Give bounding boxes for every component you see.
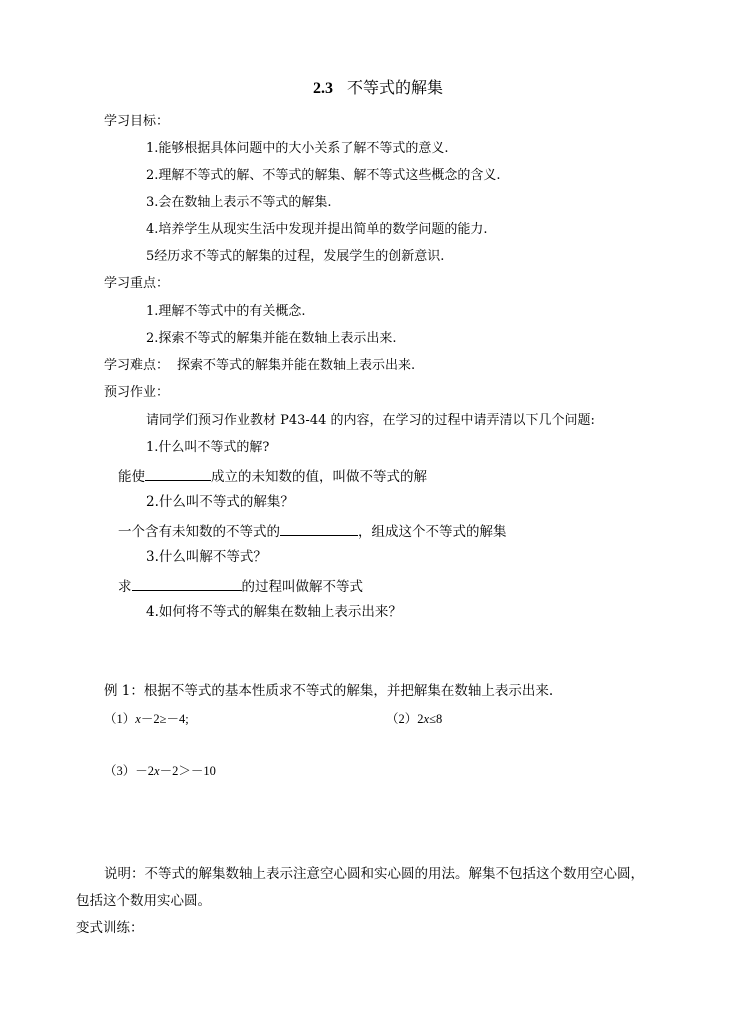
difficulty-text: 探索不等式的解集并能在数轴上表示出来. <box>177 358 416 373</box>
part-2-label: （2） <box>386 712 418 726</box>
key-point-item-1: 1.理解不等式中的有关概念. <box>146 304 306 319</box>
part-3-prefix: －2 <box>135 764 155 778</box>
part-3-variable: x <box>154 764 160 778</box>
variant-training-heading: 变式训练： <box>76 920 144 936</box>
part-1-variable: x <box>135 712 141 726</box>
section-title: 不等式的解集 <box>347 78 444 97</box>
preview-answer-1 <box>118 467 427 485</box>
objective-item-4: 4.培养学生从现实生活中发现并提出简单的数学问题的能力. <box>146 222 488 237</box>
note-line-2: 包括这个数用实心圆。 <box>76 893 211 909</box>
difficulty-heading: 学习难点： <box>104 358 170 373</box>
preview-question-4: 4.如何将不等式的解集在数轴上表示出来？ <box>146 604 402 620</box>
key-point-item-2: 2.探索不等式的解集并能在数轴上表示出来. <box>146 331 397 346</box>
fill-blank-2[interactable] <box>280 522 358 536</box>
part-2-expression: ≤8 <box>429 712 443 726</box>
preview-question-2: 2.什么叫不等式的解集？ <box>146 494 294 510</box>
part-3-expression: －2＞－10 <box>159 764 216 778</box>
section-number: 2.3 <box>313 80 333 97</box>
objectives-heading: 学习目标： <box>104 114 170 129</box>
example-1-part-3 <box>104 763 216 779</box>
answer-1-suffix: 成立的未知数的值，叫做不等式的解 <box>211 469 427 485</box>
answer-3-suffix: 的过程叫做解不等式 <box>241 579 363 595</box>
part-2-coefficient: 2 <box>417 712 424 726</box>
key-points-heading: 学习重点： <box>104 276 170 291</box>
objective-item-2: 2.理解不等式的解、不等式的解集、解不等式这些概念的含义. <box>146 168 501 183</box>
part-3-label: （3） <box>104 764 136 778</box>
preview-question-1: 1.什么叫不等式的解? <box>146 440 270 455</box>
example-1-part-2 <box>386 711 442 727</box>
fill-blank-3[interactable] <box>132 577 242 591</box>
example-1-statement <box>104 683 553 699</box>
example-1-text: 根据不等式的基本性质求不等式的解集，并把解集在数轴上表示出来. <box>143 683 554 699</box>
note-line-1: 说明：不等式的解集数轴上表示注意空心圆和实心圆的用法。解集不包括这个数用空心圆， <box>104 866 644 882</box>
part-1-label: （1） <box>104 712 136 726</box>
preview-answer-2 <box>118 522 507 540</box>
preview-question-3: 3.什么叫解不等式？ <box>146 549 267 565</box>
example-1-label: 例 1： <box>104 683 144 699</box>
answer-2-suffix: ，组成这个不等式的解集 <box>358 524 507 540</box>
part-2-variable: x <box>423 712 430 726</box>
example-1-part-1 <box>104 711 189 727</box>
preview-answer-3 <box>118 577 363 595</box>
answer-1-prefix: 能使 <box>118 469 145 485</box>
preview-intro: 请同学们预习作业教材 P43-44 的内容，在学习的过程中请弄清以下几个问题: <box>146 413 595 428</box>
objective-item-3: 3.会在数轴上表示不等式的解集. <box>146 195 332 210</box>
answer-3-prefix: 求 <box>118 579 132 595</box>
objective-item-1: 1.能够根据具体问题中的大小关系了解不等式的意义. <box>146 141 449 156</box>
preview-heading: 预习作业： <box>104 385 170 400</box>
part-1-expression: －2≥－4; <box>140 712 189 726</box>
answer-2-prefix: 一个含有未知数的不等式的 <box>118 524 280 540</box>
difficulty-line <box>104 358 415 374</box>
page-title <box>313 78 443 99</box>
fill-blank-1[interactable] <box>145 467 211 481</box>
objective-item-5: 5经历求不等式的解集的过程，发展学生的创新意识. <box>146 249 445 264</box>
